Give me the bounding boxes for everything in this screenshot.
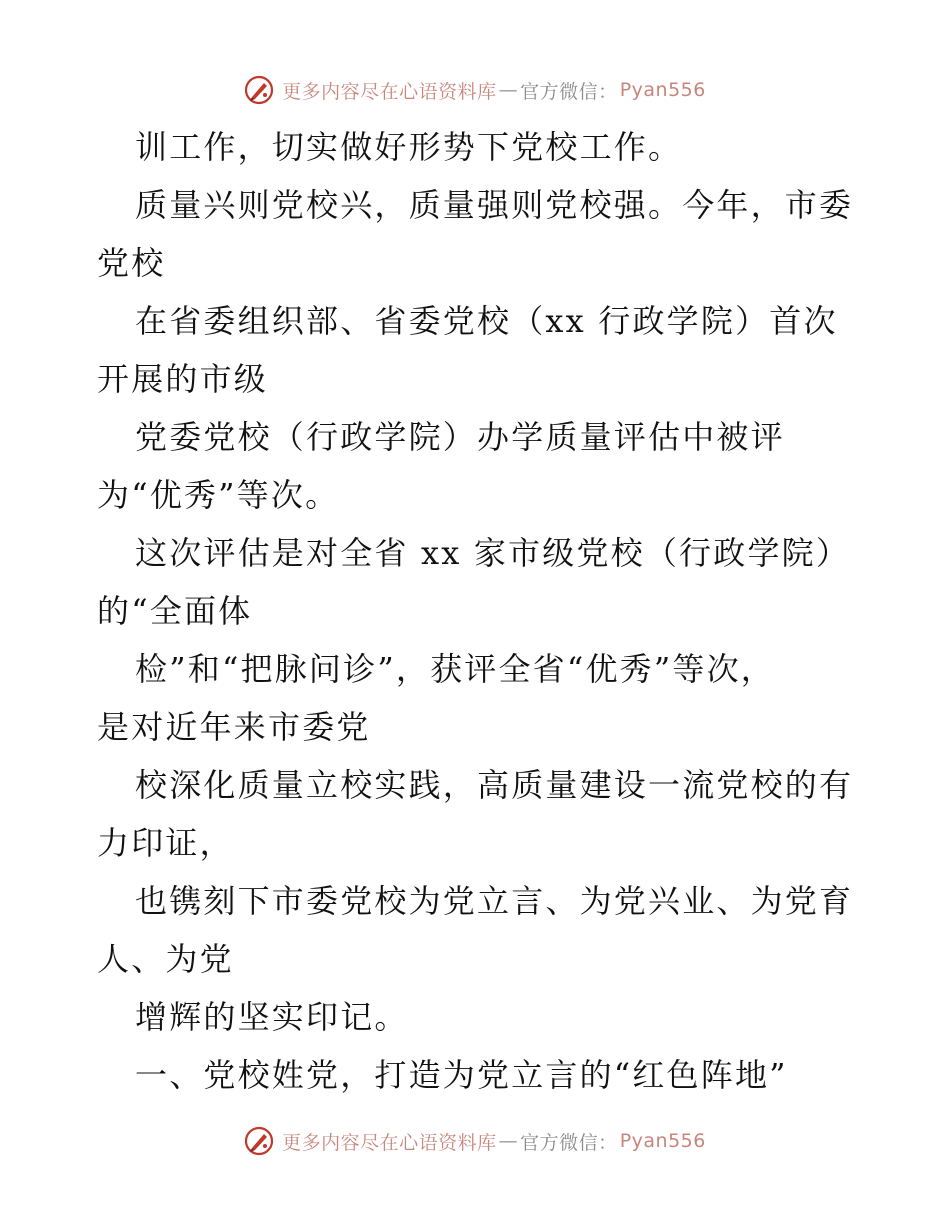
footer-wechat-id: Pyan556 (619, 1130, 706, 1152)
body-line: 党校 (97, 244, 166, 282)
header-separator: — (498, 79, 519, 101)
footer-text: 更多内容尽在心语资料库 (282, 1131, 497, 1154)
body-line: 开展的市级 (97, 360, 269, 398)
body-line: 训工作，切实做好形势下党校工作。 (135, 128, 683, 166)
document-body (97, 118, 857, 1104)
quill-pen-icon (244, 75, 274, 105)
header-wechat-label: 官方微信： (520, 80, 618, 103)
body-line: 也镌刻下市委党校为党立言、为党兴业、为党育 (135, 882, 854, 920)
body-line: 党委党校（行政学院）办学质量评估中被评 (135, 418, 785, 456)
body-line: 校深化质量立校实践，高质量建设一流党校的有 (135, 766, 854, 804)
body-line: 人、为党 (97, 940, 234, 978)
body-line: 这次评估是对全省 xx 家市级党校（行政学院） (135, 534, 851, 572)
body-line: 的“全面体 (97, 592, 253, 630)
header-watermark (0, 70, 950, 110)
section-heading: 一、党校姓党，打造为党立言的“红色阵地” (135, 1056, 788, 1094)
body-line: 为“优秀”等次。 (97, 476, 340, 514)
body-line: 是对近年来市委党 (97, 708, 371, 746)
body-line: 质量兴则党校兴，质量强则党校强。今年，市委 (135, 186, 854, 224)
body-line: 增辉的坚实印记。 (135, 998, 409, 1036)
footer-watermark (0, 1121, 950, 1161)
footer-separator: — (498, 1130, 519, 1152)
footer-wechat-label: 官方微信： (520, 1131, 618, 1154)
header-text: 更多内容尽在心语资料库 (282, 80, 497, 103)
body-line: 检”和“把脉问诊”，获评全省“优秀”等次， (135, 650, 775, 688)
body-line: 在省委组织部、省委党校（xx 行政学院）首次 (135, 302, 838, 340)
body-line: 力印证， (97, 824, 234, 862)
quill-pen-icon (244, 1126, 274, 1156)
header-wechat-id: Pyan556 (619, 79, 706, 101)
